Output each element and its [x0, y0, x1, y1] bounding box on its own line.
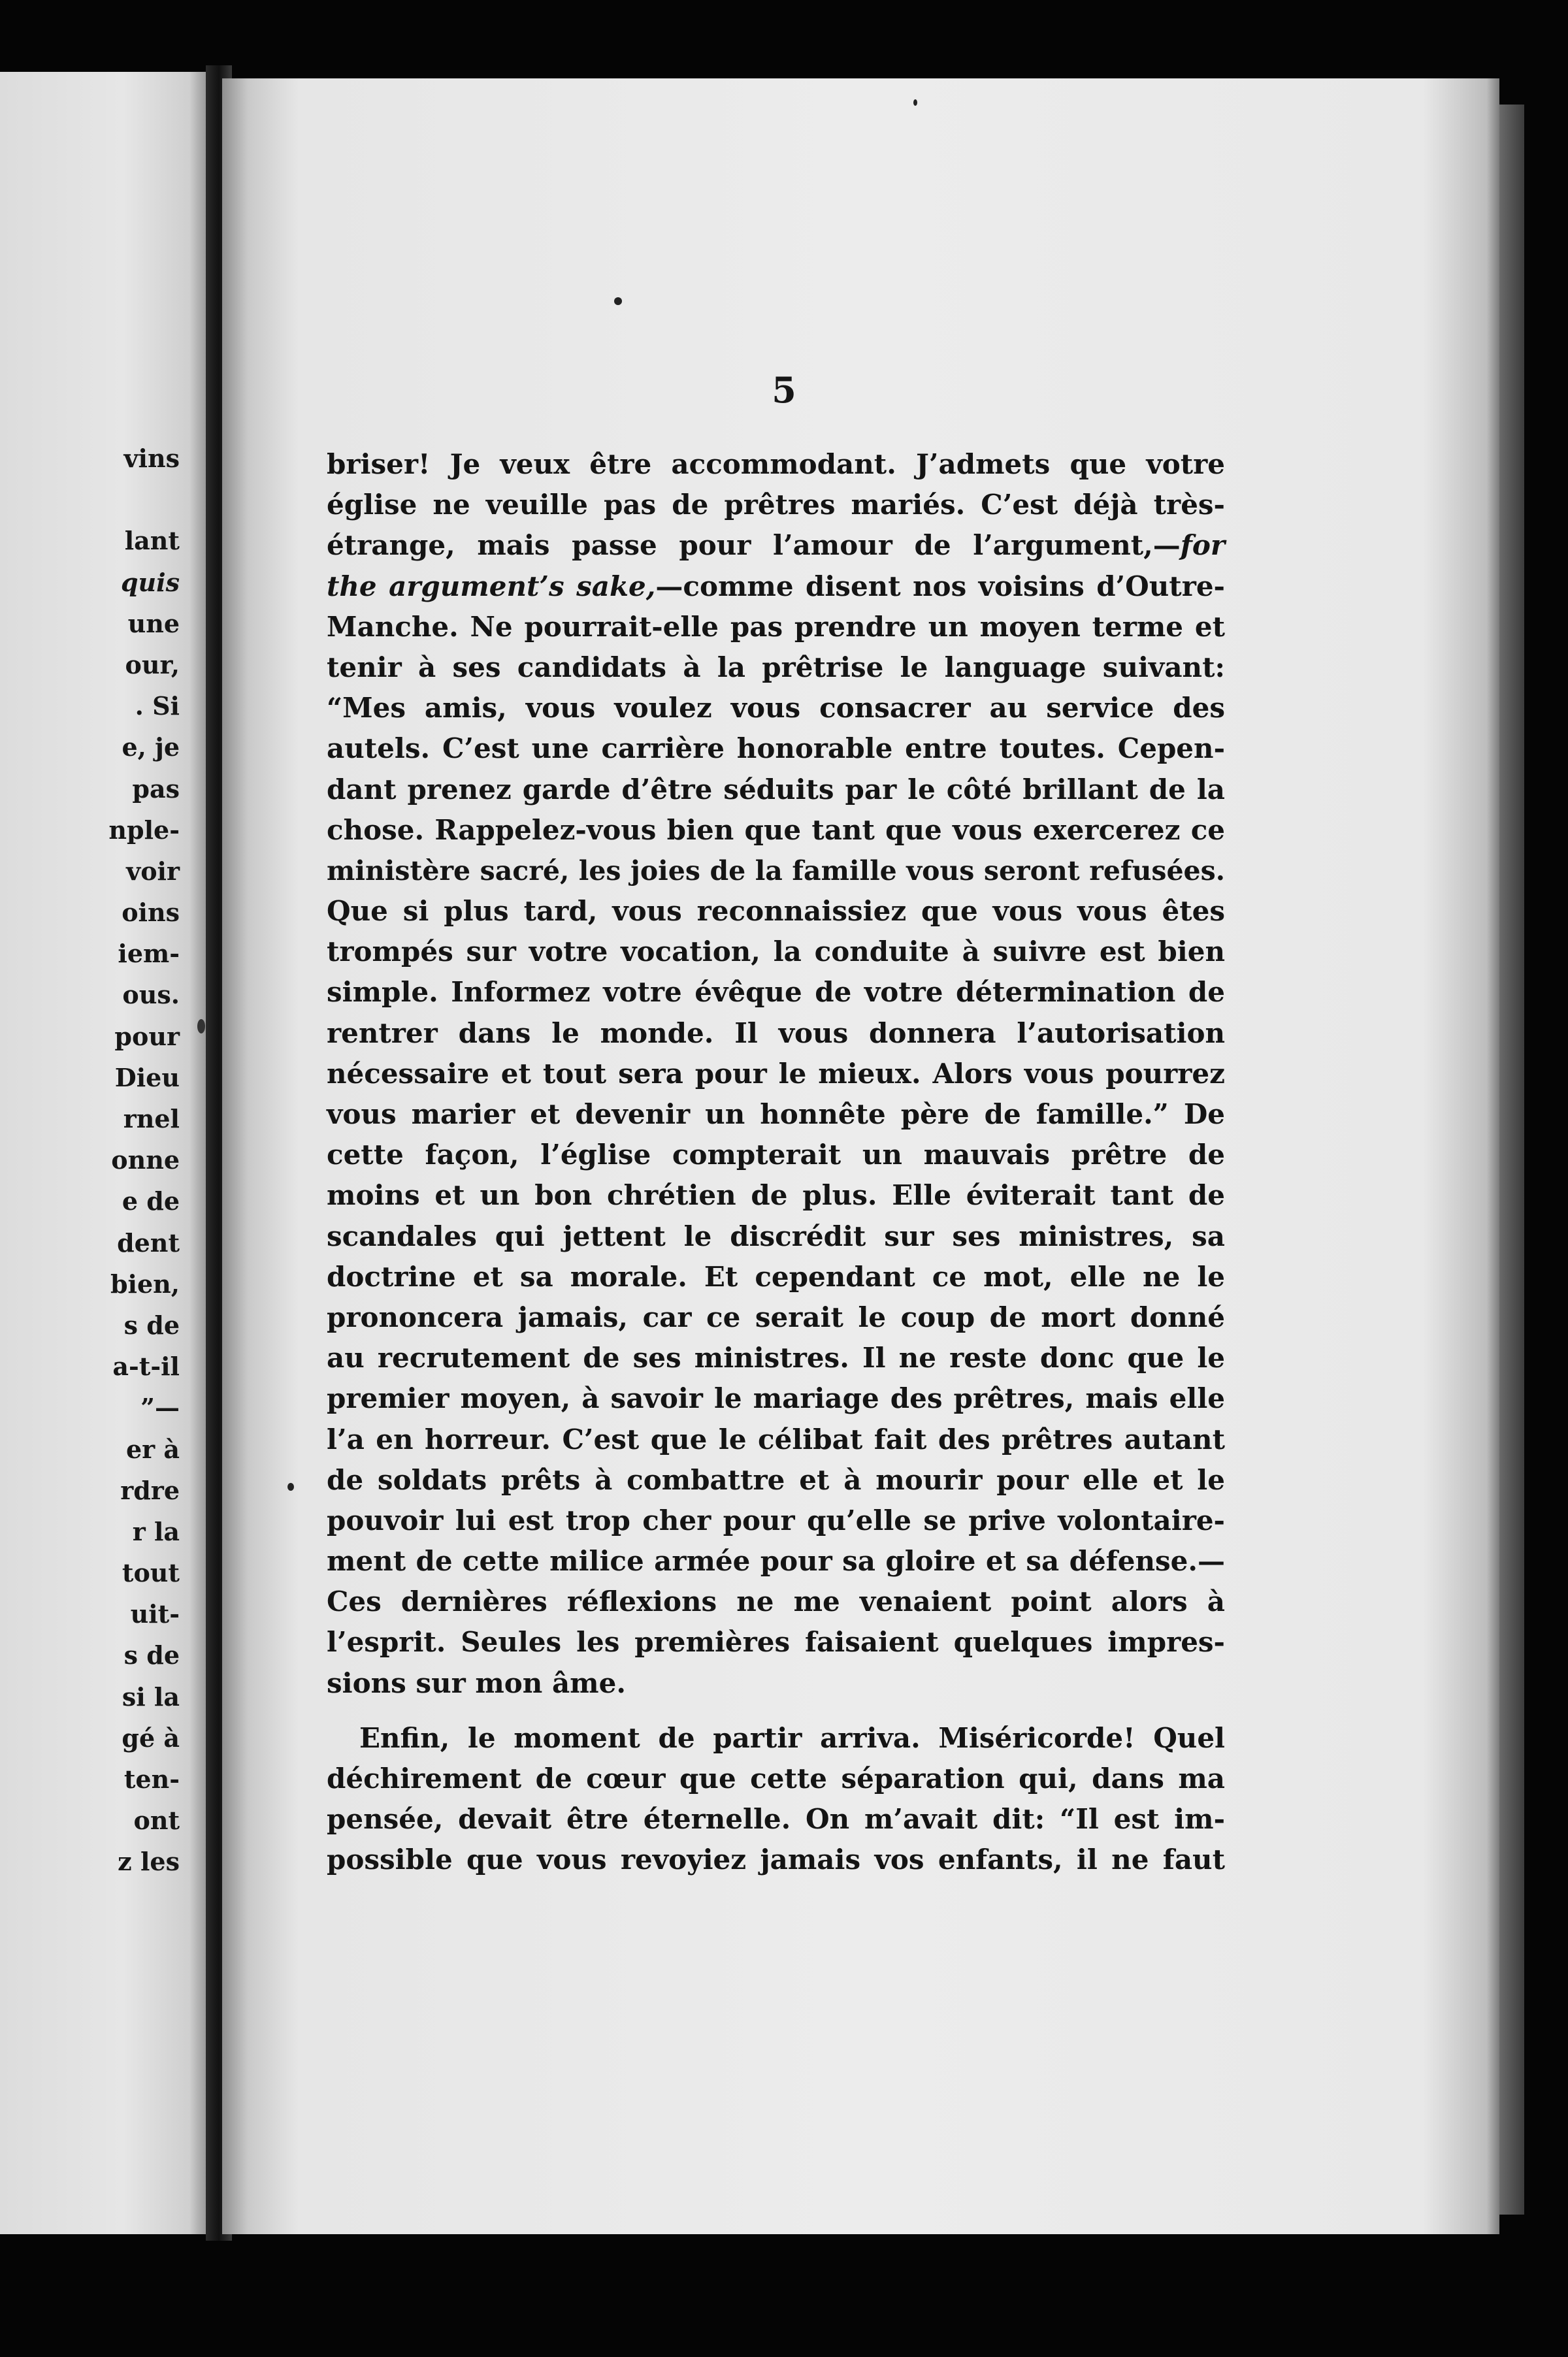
text-line: [327, 1216, 1225, 1257]
text-line: [327, 810, 1225, 851]
left-page-line: une: [127, 608, 180, 638]
text-line: [327, 1663, 1225, 1704]
left-page-line: z les: [118, 1847, 180, 1877]
text-segment: scandales qui jettent le discrédit sur ses ministres, sa: [327, 1220, 1225, 1252]
text-segment: déchirement de cœur que cette séparation qui, dans ma: [327, 1763, 1225, 1795]
text-segment: Que si plus tard, vous reconnaissiez que vous vous êtes: [327, 895, 1225, 928]
text-segment: de soldats prêts à combattre et à mourir pour elle et le: [327, 1463, 1225, 1496]
text-segment: Enfin, le moment de partir arriva. Miséricorde! Quel: [359, 1721, 1225, 1754]
text-segment: “Mes amis, vous voulez vous consacrer au service des: [327, 692, 1225, 724]
text-segment: premier moyen, à savoir le mariage des prêtres, mais elle: [327, 1382, 1225, 1415]
left-page-line: vins: [123, 444, 180, 473]
text-segment: autels. C’est une carrière honorable entre toutes. Cepen-: [327, 732, 1225, 765]
left-page-line: iem-: [118, 939, 180, 969]
page-body-text: [327, 444, 1225, 1881]
text-segment: Ces dernières réflexions ne me venaient point alors à: [327, 1585, 1225, 1618]
text-line: [327, 1799, 1225, 1840]
left-page-line: bien,: [110, 1269, 180, 1299]
text-line: [327, 1297, 1225, 1338]
left-page-line: e de: [122, 1186, 180, 1216]
text-line: [327, 1378, 1225, 1419]
text-line: [327, 1622, 1225, 1663]
left-page-line: uit-: [130, 1599, 180, 1629]
text-segment: moins et un bon chrétien de plus. Elle éviterait tant de: [327, 1179, 1225, 1212]
text-line: [327, 1338, 1225, 1378]
left-page-line: [108, 479, 180, 520]
left-page-line: r la: [132, 1516, 180, 1546]
left-page-line: . Si: [135, 691, 180, 721]
text-line: [327, 1175, 1225, 1216]
text-segment: prononcera jamais, car ce serait le coup de mort donné: [327, 1301, 1225, 1333]
text-line: [327, 1420, 1225, 1460]
text-line: [327, 1257, 1225, 1297]
text-segment: nécessaire et tout sera pour le mieux. Alors vous pourrez: [327, 1057, 1225, 1090]
text-segment: possible que vous revoyiez jamais vos enfants, il ne faut: [327, 1844, 1225, 1876]
text-segment: trompés sur votre vocation, la conduite à suivre est bien: [327, 935, 1225, 968]
text-line: [327, 1718, 1225, 1759]
left-page-line: a-t-il: [112, 1352, 180, 1382]
text-line: [327, 688, 1225, 728]
left-page-line: nple-: [108, 815, 180, 845]
text-line: [327, 566, 1225, 607]
left-page-line: ”—: [140, 1393, 180, 1423]
page-number: 5: [772, 369, 796, 411]
text-line: [327, 851, 1225, 891]
text-line: [327, 1501, 1225, 1541]
left-page-line: Dieu: [114, 1062, 180, 1092]
left-page-line: oins: [122, 898, 180, 928]
scan-speck: [197, 1019, 205, 1033]
text-line: [327, 1094, 1225, 1135]
text-segment: au recrutement de ses ministres. Il ne reste donc que le: [327, 1342, 1225, 1374]
text-line: [327, 1582, 1225, 1622]
left-page-line: s de: [123, 1640, 180, 1670]
text-segment: cette façon, l’église compterait un mauvais prêtre de: [327, 1139, 1225, 1171]
left-page-line: si la: [122, 1682, 180, 1712]
text-line: [327, 932, 1225, 972]
text-line: [327, 1460, 1225, 1501]
left-page-line: our,: [125, 649, 180, 679]
text-segment: sions sur mon âme.: [327, 1666, 626, 1699]
text-segment: Manche. Ne pourrait-elle pas prendre un moyen terme et: [327, 610, 1225, 643]
text-line: [327, 1054, 1225, 1094]
left-page-line: dent: [117, 1227, 180, 1258]
scan-speck: [287, 1483, 294, 1491]
text-line: [327, 1135, 1225, 1175]
text-line: [327, 972, 1225, 1013]
left-page-line: e, je: [122, 732, 180, 762]
left-page-line: ous.: [122, 980, 180, 1010]
left-page-text-fragments: [108, 438, 180, 1883]
left-page-line: rdre: [120, 1475, 180, 1505]
text-segment: dant prenez garde d’être séduits par le côté brillant de la: [327, 773, 1225, 805]
text-segment: église ne veuille pas de prêtres mariés. C’est déjà très-: [327, 489, 1225, 521]
text-line: [327, 891, 1225, 932]
text-segment: rentrer dans le monde. Il vous donnera l’autorisation: [327, 1016, 1225, 1049]
text-segment: ministère sacré, les joies de la famille vous seront refusées.: [327, 854, 1225, 886]
scan-speck: [614, 297, 622, 305]
left-page-line: pas: [132, 773, 180, 804]
text-segment: ment de cette milice armée pour sa gloire et sa défense.—: [327, 1545, 1225, 1578]
left-page-line: ont: [133, 1806, 180, 1836]
text-segment: chose. Rappelez-vous bien que tant que vous exercerez ce: [327, 813, 1225, 846]
left-page-line: gé à: [122, 1723, 180, 1753]
left-facing-page: [0, 72, 206, 2234]
left-page-line: voir: [126, 856, 180, 886]
left-page-line: rnel: [123, 1104, 180, 1133]
left-page-line: quis: [120, 567, 180, 597]
text-line: [327, 647, 1225, 688]
left-page-line: lant: [124, 526, 180, 556]
text-segment: briser! Je veux être accommodant. J’admets que votre: [327, 448, 1225, 480]
text-line: [327, 607, 1225, 647]
text-segment: l’a en horreur. C’est que le célibat fait des prêtres autant: [327, 1423, 1225, 1455]
text-line: [327, 1840, 1225, 1880]
text-line: [327, 444, 1225, 485]
text-line: [327, 485, 1225, 525]
text-line: [327, 1541, 1225, 1582]
left-page-line: pour: [114, 1021, 180, 1051]
text-segment: vous marier et devenir un honnête père de famille.” De: [327, 1098, 1225, 1130]
text-segment: tenir à ses candidats à la prêtrise le language suivant:: [327, 651, 1225, 683]
left-page-line: s de: [123, 1310, 180, 1340]
italic-text-segment: for: [1180, 529, 1225, 562]
text-line: [327, 1013, 1225, 1054]
text-segment: —comme disent nos voisins d’Outre-: [655, 570, 1225, 602]
text-segment: simple. Informez votre évêque de votre détermination de: [327, 976, 1225, 1009]
left-page-line: ten-: [123, 1764, 180, 1794]
left-page-line: tout: [122, 1558, 180, 1588]
text-line: [327, 728, 1225, 769]
text-segment: pensée, devait être éternelle. On m’avait dit: “Il est im-: [327, 1803, 1225, 1836]
italic-text-segment: the argument’s sake,: [327, 570, 656, 602]
left-page-line: onne: [111, 1145, 180, 1175]
text-segment: étrange, mais passe pour l’amour de l’argument,—: [327, 529, 1181, 562]
text-line: [327, 770, 1225, 810]
text-line: [327, 525, 1225, 566]
left-page-line: er à: [125, 1434, 180, 1464]
page-edge-shadow: [1499, 105, 1524, 2215]
scan-speck: [913, 99, 917, 106]
text-segment: pouvoir lui est trop cher pour qu’elle se prive volontaire-: [327, 1504, 1225, 1536]
text-line: [327, 1759, 1225, 1799]
text-segment: doctrine et sa morale. Et cependant ce mot, elle ne le: [327, 1260, 1225, 1293]
text-segment: l’esprit. Seules les premières faisaient quelques impres-: [327, 1626, 1225, 1659]
